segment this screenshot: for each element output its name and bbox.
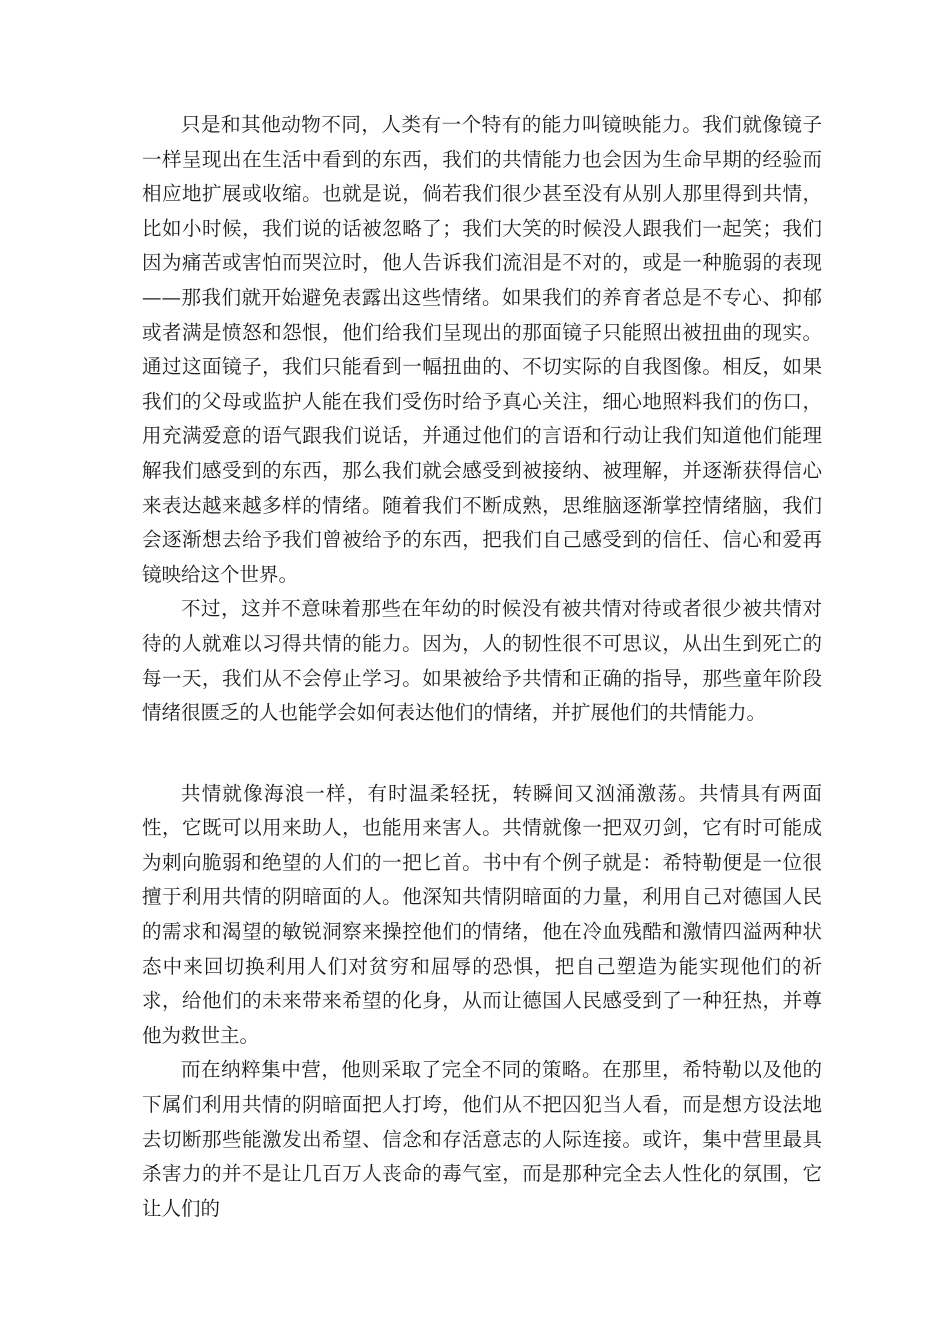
paragraph-mirroring: 只是和其他动物不同，人类有一个特有的能力叫镜映能力。我们就像镜子一样呈现出在生活中看到的东西，我们的共情能力也会因为生命早期的经验而相应地扩展或收缩。也就是说，倘若我们很少甚至没有从别人那里得到共情，比如小时候，我们说的话被忽略了；我们大笑的时候没人跟我们一起笑；我们因为痛苦或害怕而哭泣时，他人告诉我们流泪是不对的，或是一种脆弱的表现——那我们就开始避免表露出这些情绪。如果我们的养育者总是不专心、抑郁或者满是愤怒和怨恨，他们给我们呈现出的那面镜子只能照出被扭曲的现实。通过这面镜子，我们只能看到一幅扭曲的、不切实际的自我图像。相反，如果我们的父母或监护人能在我们受伤时给予真心关注，细心地照料我们的伤口，用充满爱意的语气跟我们说话，并通过他们的言语和行动让我们知道他们能理解我们感受到的东西，那么我们就会感受到被接纳、被理解，并逐渐获得信心来表达越来越多样的情绪。随着我们不断成熟，思维脑逐渐掌控情绪脑，我们会逐渐想去给予我们曾被给予的东西，把我们自己感受到的信任、信心和爱再镜映给这个世界。	[142, 113, 822, 586]
paragraph-double-edged: 共情就像海浪一样，有时温柔轻抚，转瞬间又汹涌激荡。共情具有两面性，它既可以用来助人，也能用来害人。共情就像一把双刃剑，它有时可能成为刺向脆弱和绝望的人们的一把匕首。书中有个例子就是：希特勒便是一位很擅于利用共情的阴暗面的人。他深知共情阴暗面的力量，利用自己对德国人民的需求和渴望的敏锐洞察来操控他们的情绪，他在冷血残酷和激情四溢两种状态中来回切换利用人们对贫穷和屈辱的恐惧，把自己塑造为能实现他们的祈求，给他们的未来带来希望的化身，从而让德国人民感受到了一种狂热，并尊他为救世主。	[142, 781, 822, 1047]
paragraph-resilience: 不过，这并不意味着那些在年幼的时候没有被共情对待或者很少被共情对待的人就难以习得共情的能力。因为，人的韧性很不可思议，从出生到死亡的每一天，我们从不会停止学习。如果被给予共情和正确的指导，那些童年阶段情绪很匮乏的人也能学会如何表达他们的情绪，并扩展他们的共情能力。	[142, 597, 822, 725]
document-body	[142, 108, 822, 1226]
section-gap	[142, 731, 822, 777]
paragraph-camps: 而在纳粹集中营，他则采取了完全不同的策略。在那里，希特勒以及他的下属们利用共情的阴暗面把人打垮，他们从不把囚犯当人看，而是想方设法地去切断那些能激发出希望、信念和存活意志的人际连接。或许，集中营里最具杀害力的并不是让几百万人丧命的毒气室，而是那种完全去人性化的氛围，它让人们的	[142, 1058, 822, 1220]
